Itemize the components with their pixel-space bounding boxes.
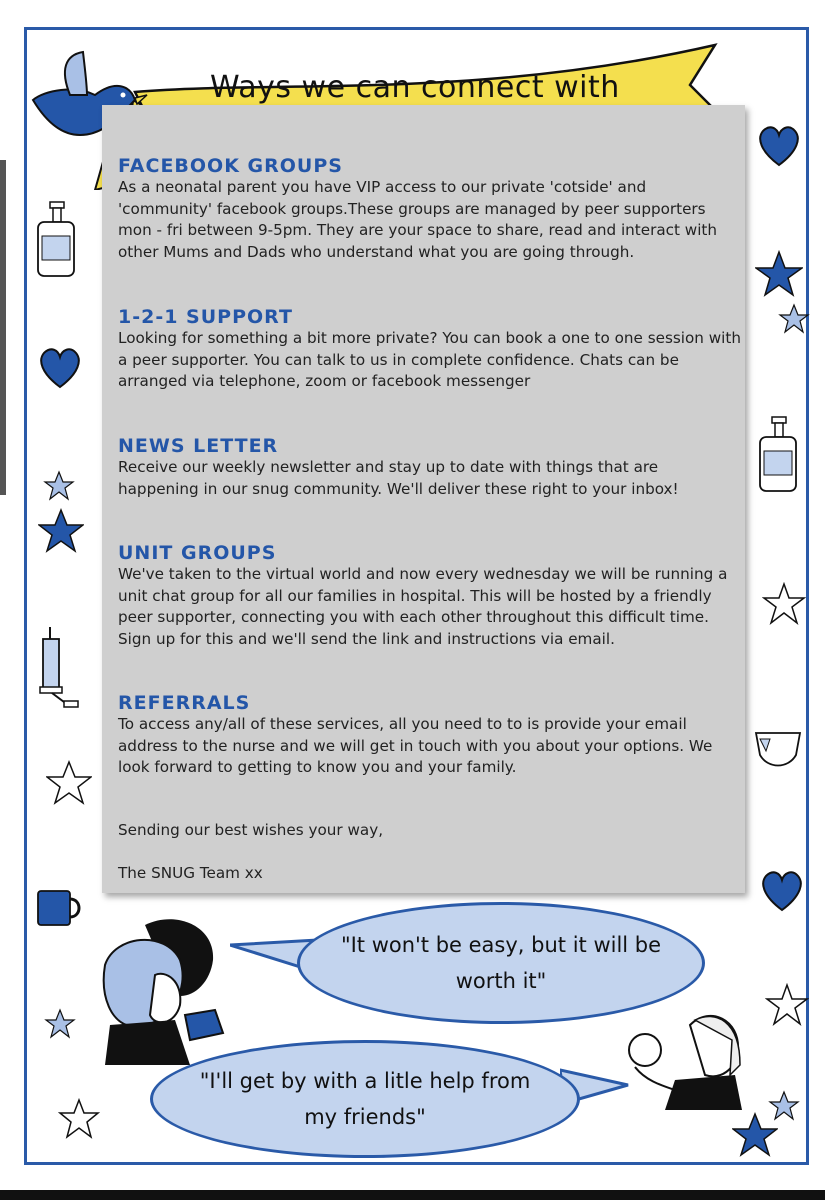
- heart-icon: [758, 868, 806, 914]
- star-icon: [38, 508, 84, 554]
- section-body: To access any/all of these services, all you need to to is provide your email address to the nurse and we will get in touch with you about your options. We look forward to getting to know you and your family.: [118, 715, 713, 776]
- star-outline-icon: [762, 582, 806, 626]
- signoff-team: The SNUG Team xx: [118, 864, 263, 882]
- section-heading: 1-2-1 SUPPORT: [118, 306, 293, 328]
- section-heading: NEWS LETTER: [118, 435, 279, 457]
- star-outline-icon: [46, 760, 92, 806]
- quote-bubble-first: "It won't be easy, but it will be worth it": [297, 902, 705, 1024]
- syringe-icon: [38, 625, 82, 715]
- bottom-bar: [0, 1190, 825, 1200]
- star-icon: [43, 470, 75, 502]
- sanitiser-bottle-icon: [30, 200, 80, 280]
- couple-illustration: [95, 915, 235, 1075]
- section-unit-groups: [118, 542, 743, 650]
- sanitiser-bottle-icon: [752, 415, 802, 495]
- section-heading: REFERRALS: [118, 692, 251, 714]
- signoff-wishes: Sending our best wishes your way,: [118, 821, 384, 839]
- section-body: We've taken to the virtual world and now every wednesday we will be running a unit chat group for all our families in hospital. This will be hosted by a friendly peer supporter, connecting you with each other throughout this difficult time. Sign up for this and we'll send the link and instructions via email.: [118, 565, 728, 648]
- section-body: As a neonatal parent you have VIP access to our private 'cotside' and 'community' facebook groups.These groups are managed by peer supporters mon - fri between 9-5pm. They are your space to share, read and interact with other Mums and Dads who understand what you are going through.: [118, 178, 718, 261]
- edge-strip: [0, 160, 6, 495]
- star-icon: [44, 1008, 76, 1040]
- star-icon: [755, 250, 803, 298]
- star-outline-icon: [58, 1098, 100, 1140]
- star-icon: [768, 1090, 800, 1122]
- section-121-support: [118, 306, 743, 393]
- star-icon: [778, 303, 810, 335]
- friends-illustration: [620, 1005, 745, 1120]
- bird-wing-icon: [65, 52, 87, 95]
- section-newsletter: [118, 435, 743, 500]
- mug-icon: [34, 885, 84, 931]
- section-body: Looking for something a bit more private? You can book a one to one session with a peer supporter. You can talk to us in complete confidence. Chats can be arranged via telephone, zoom or facebook messenger: [118, 329, 741, 390]
- nappy-icon: [752, 725, 804, 775]
- section-facebook-groups: [118, 155, 743, 263]
- star-outline-icon: [765, 983, 809, 1027]
- section-heading: FACEBOOK GROUPS: [118, 155, 343, 177]
- heart-icon: [36, 345, 84, 391]
- quote-bubble-second: "I'll get by with a litle help from my friends": [150, 1040, 580, 1158]
- section-heading: UNIT GROUPS: [118, 542, 277, 564]
- banner-title: Ways we can connect with: [210, 70, 620, 105]
- section-body: Receive our weekly newsletter and stay up to date with things that are happening in our snug community. We'll deliver these right to your inbox!: [118, 458, 679, 498]
- heart-icon: [755, 123, 803, 169]
- section-referrals: [118, 692, 743, 779]
